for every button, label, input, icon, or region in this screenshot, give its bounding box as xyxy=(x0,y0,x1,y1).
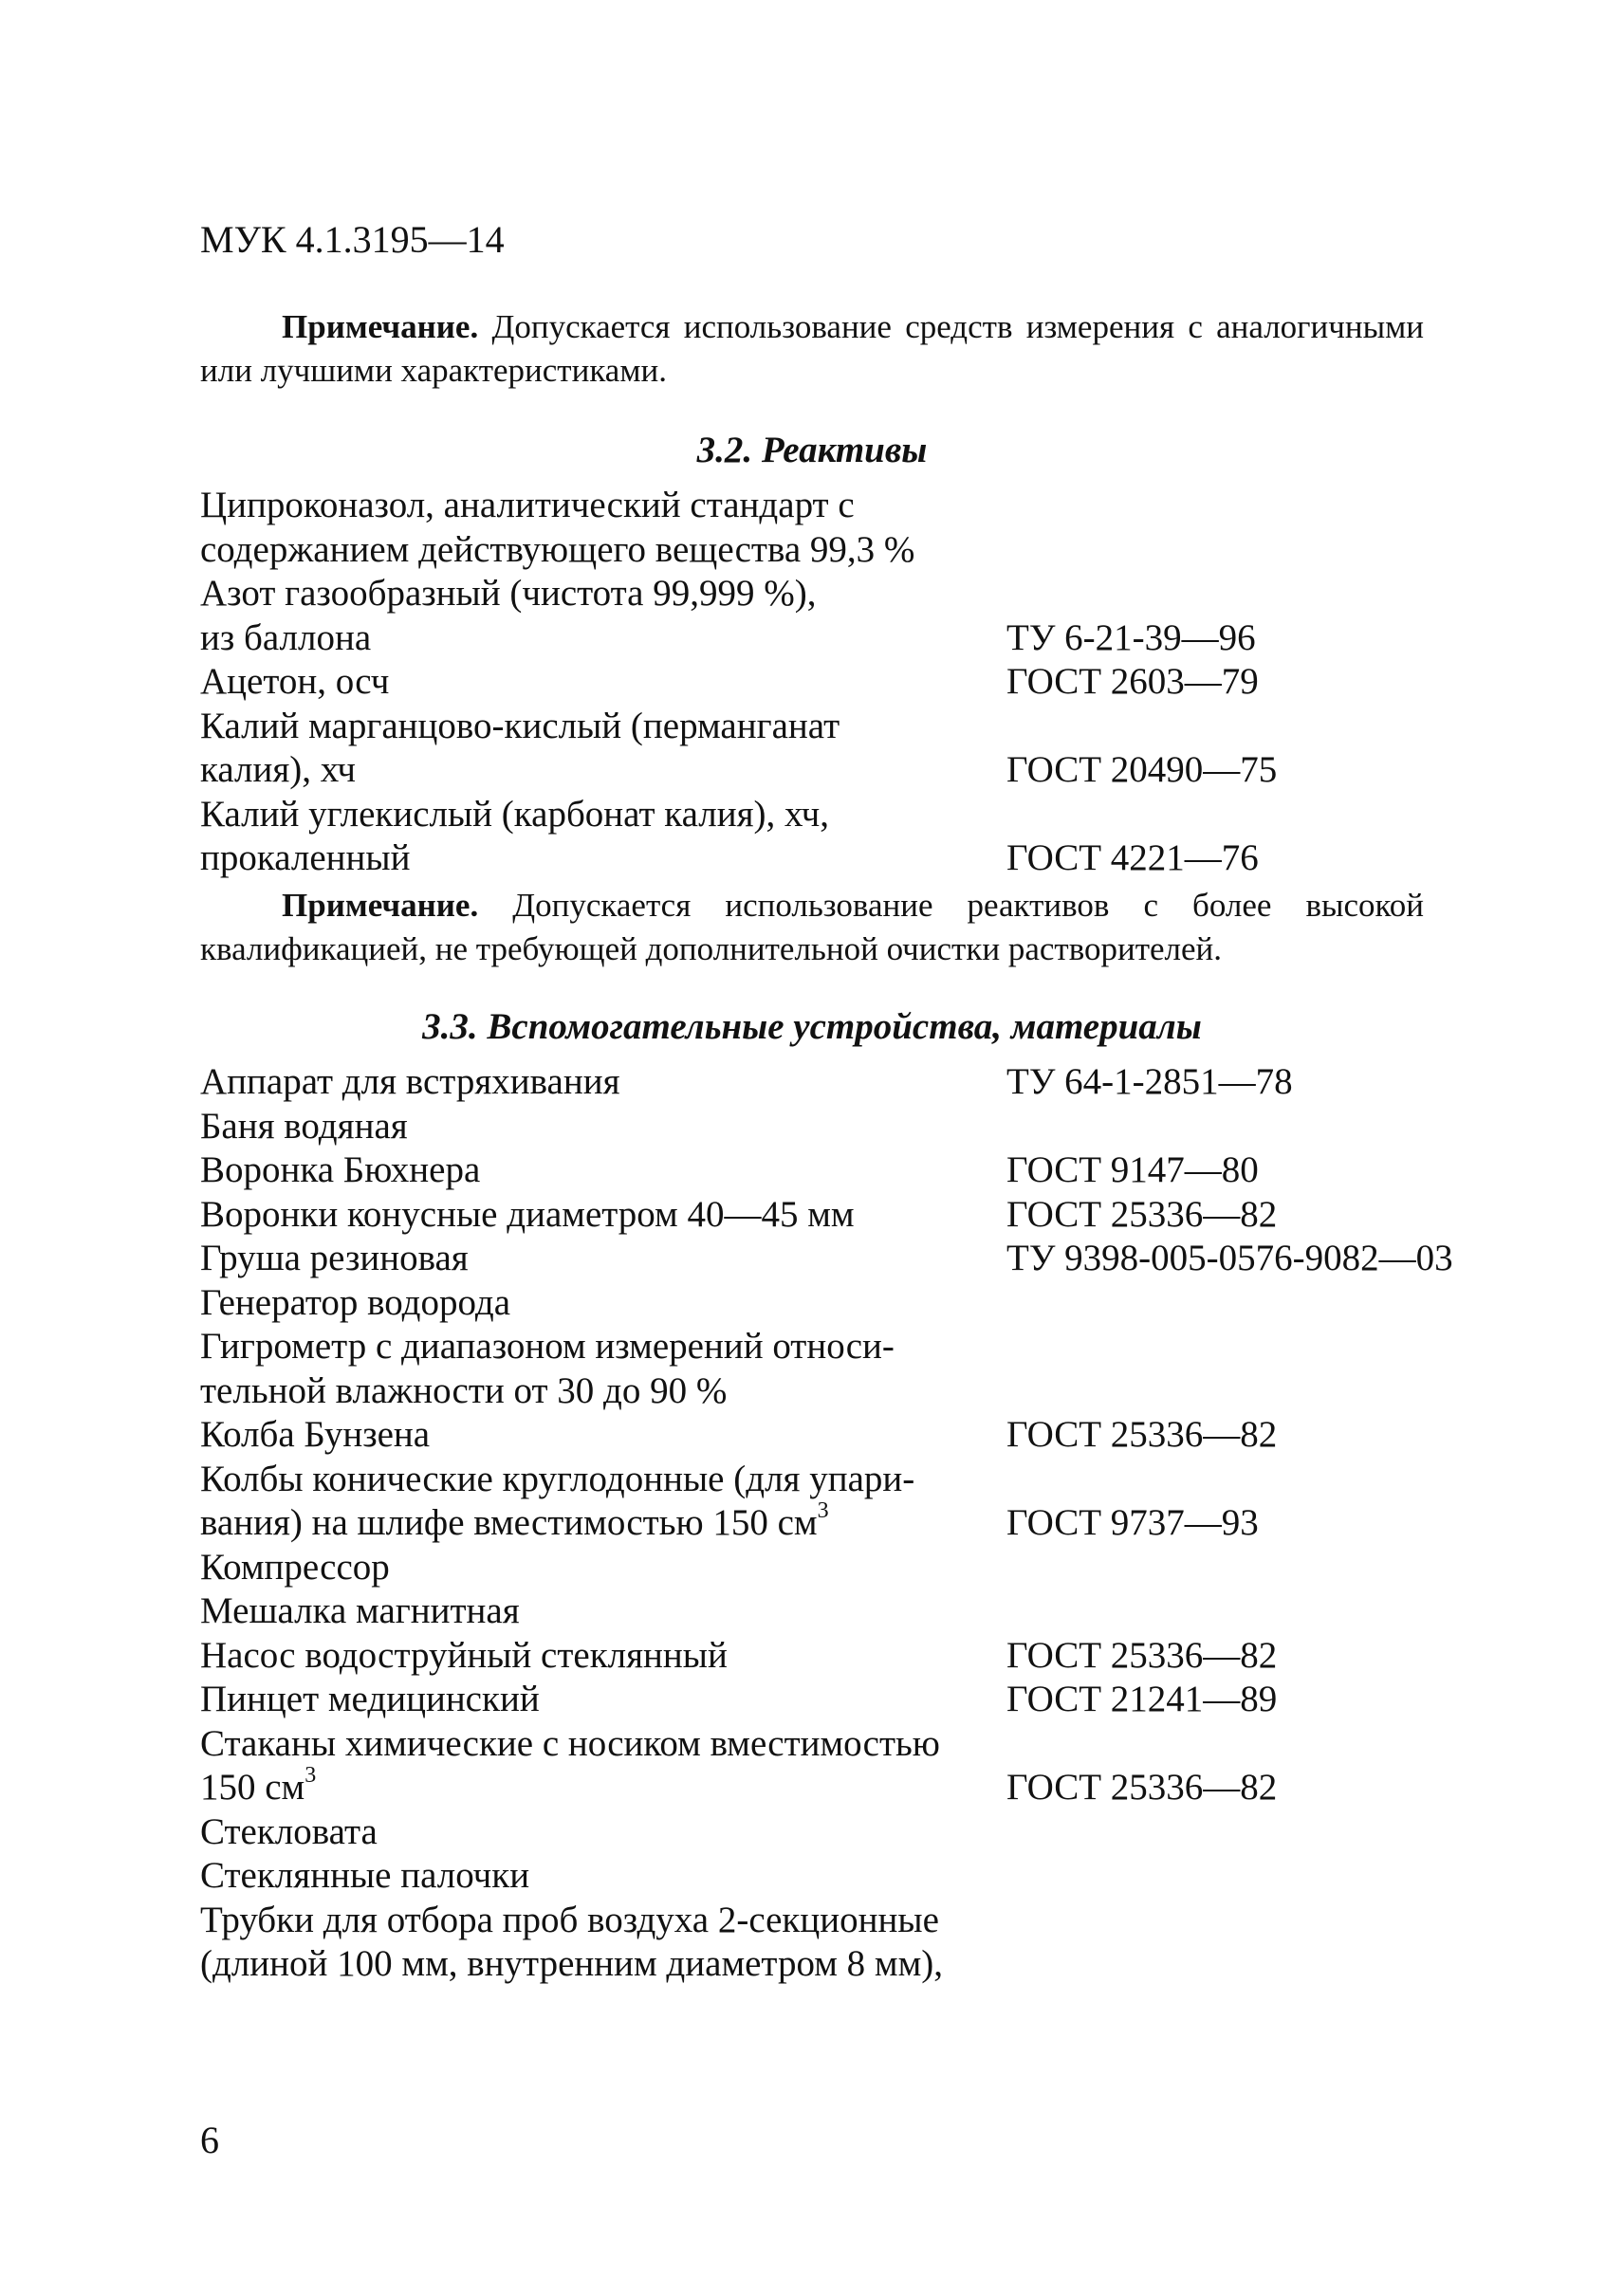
item-standard: ГОСТ 9147—80 xyxy=(1006,1149,1259,1190)
item-name xyxy=(200,1325,1006,1413)
item-standard: ГОСТ 20490—75 xyxy=(1006,749,1278,790)
item-standard: ГОСТ 21241—89 xyxy=(1006,1679,1278,1719)
item-standard: ТУ 64-1-2851—78 xyxy=(1006,1061,1293,1102)
item-standard: ГОСТ 4221—76 xyxy=(1006,837,1259,878)
item-name xyxy=(200,1458,1006,1546)
item-name-line: Ацетон, осч xyxy=(200,661,390,702)
item-name xyxy=(200,484,1006,572)
item-standard: ГОСТ 25336—82 xyxy=(1006,1414,1278,1455)
item-name-line: из баллона xyxy=(200,616,372,658)
item-name-line: вания) на шлифе вместимостью 150 $см^3$ xyxy=(200,1498,829,1543)
item-standard: ТУ 6-21-39—96 xyxy=(1006,616,1256,658)
note-reagents xyxy=(200,884,1424,971)
note-label: Примечание. xyxy=(282,308,479,345)
item-name xyxy=(200,1589,1006,1634)
item-name xyxy=(200,793,1006,881)
note-label: Примечание. xyxy=(282,887,479,924)
item-name-line: содержанием действующего вещества 99,3 % xyxy=(200,528,915,570)
list-item xyxy=(200,1148,1471,1193)
item-name-line: Ципроконазол, аналитический стандарт с xyxy=(200,485,855,525)
list-item xyxy=(200,1678,1471,1722)
item-name xyxy=(200,1678,1006,1722)
item-name xyxy=(200,1810,1006,1855)
item-name-line: прокаленный xyxy=(200,837,411,878)
item-standard: ГОСТ 25336—82 xyxy=(1006,1767,1278,1808)
list-item xyxy=(200,1281,1471,1326)
item-name xyxy=(200,1899,1006,1987)
item-name-line: Колбы конические круглодонные (для упари- xyxy=(200,1458,915,1499)
list-item xyxy=(200,1413,1471,1458)
item-standard: ТУ 9398-005-0576-9082—03 xyxy=(1006,1238,1453,1278)
item-name-line: Мешалка магнитная xyxy=(200,1590,520,1631)
list-item xyxy=(200,1722,1471,1810)
list-item xyxy=(200,484,1471,572)
item-name-line: Насос водоструйный стеклянный xyxy=(200,1634,728,1676)
item-name xyxy=(200,1060,1006,1105)
note-text: Допускается использование реактивов с более высокой квалификацией, не требующей дополнительной очистки растворителей. xyxy=(200,887,1424,967)
item-standard: ГОСТ 9737—93 xyxy=(1006,1502,1259,1543)
list-item xyxy=(200,1325,1471,1413)
note-measuring-instruments xyxy=(200,305,1424,393)
item-name-line: Трубки для отбора проб воздуха 2-секционные xyxy=(200,1899,939,1940)
item-name-line: 150 $см^3$ xyxy=(200,1763,317,1808)
item-name xyxy=(200,1546,1006,1590)
item-name xyxy=(200,1105,1006,1149)
item-name-line: Гигрометр с диапазоном измерений относи- xyxy=(200,1326,895,1367)
list-item xyxy=(200,1237,1471,1281)
note-text: Допускается использование средств измерения с аналогичными или лучшими характеристиками. xyxy=(200,308,1424,389)
item-name-line: калия), хч xyxy=(200,749,356,790)
item-name-line: Баня водяная xyxy=(200,1105,408,1147)
list-item xyxy=(200,1899,1471,1987)
item-name xyxy=(200,1281,1006,1326)
auxiliary-list xyxy=(200,1060,1471,1987)
list-item xyxy=(200,1193,1471,1238)
superscript: 3 xyxy=(304,1763,317,1788)
item-name-line: Воронки конусные диаметром 40—45 мм xyxy=(200,1193,855,1235)
page-number: 6 xyxy=(200,2119,219,2161)
list-item xyxy=(200,793,1471,881)
item-name xyxy=(200,1722,1006,1810)
document-code: МУК 4.1.3195—14 xyxy=(200,218,505,261)
list-item xyxy=(200,1105,1471,1149)
item-name-line: Стеклянные палочки xyxy=(200,1855,530,1896)
item-name-line: Генератор водорода xyxy=(200,1281,511,1323)
item-name-line: Стаканы химические с носиком вместимостью xyxy=(200,1722,940,1764)
item-name xyxy=(200,660,1006,705)
item-name xyxy=(200,705,1006,793)
reagents-list xyxy=(200,484,1471,881)
item-name xyxy=(200,572,1006,660)
item-name-line: Пинцет медицинский xyxy=(200,1679,540,1719)
list-item xyxy=(200,1634,1471,1679)
section-heading-reagents: 3.2. Реактивы xyxy=(696,430,928,470)
item-name-line: Воронка Бюхнера xyxy=(200,1149,481,1190)
list-item xyxy=(200,1810,1471,1855)
list-item xyxy=(200,1589,1471,1634)
item-name-line: (длиной 100 мм, внутренним диаметром 8 мм), xyxy=(200,1943,943,1984)
item-name-line: Колба Бунзена xyxy=(200,1414,431,1455)
item-name-line: Калий марганцово-кислый (перманганат xyxy=(200,705,840,746)
superscript: 3 xyxy=(817,1498,829,1523)
item-name-line: Компрессор xyxy=(200,1546,390,1588)
item-name xyxy=(200,1148,1006,1193)
item-name xyxy=(200,1634,1006,1679)
list-item xyxy=(200,660,1471,705)
item-standard: ГОСТ 25336—82 xyxy=(1006,1193,1278,1235)
item-name-line: Калий углекислый (карбонат калия), хч, xyxy=(200,793,829,835)
list-item xyxy=(200,1060,1471,1105)
item-standard: ГОСТ 25336—82 xyxy=(1006,1634,1278,1676)
list-item xyxy=(200,1458,1471,1546)
item-name xyxy=(200,1413,1006,1458)
item-name xyxy=(200,1237,1006,1281)
item-name xyxy=(200,1193,1006,1238)
list-item xyxy=(200,705,1471,793)
item-name-line: Стекловата xyxy=(200,1810,378,1852)
list-item xyxy=(200,572,1471,660)
item-name-line: тельной влажности от 30 до 90 % xyxy=(200,1369,728,1411)
section-heading-auxiliary: 3.3. Вспомогательные устройства, материалы xyxy=(422,1006,1202,1047)
item-name-line: Груша резиновая xyxy=(200,1238,469,1278)
item-name xyxy=(200,1854,1006,1899)
item-name-line: Аппарат для встряхивания xyxy=(200,1061,620,1102)
list-item xyxy=(200,1854,1471,1899)
list-item xyxy=(200,1546,1471,1590)
item-name-line: Азот газообразный (чистота 99,999 %), xyxy=(200,573,817,614)
item-standard: ГОСТ 2603—79 xyxy=(1006,661,1259,702)
